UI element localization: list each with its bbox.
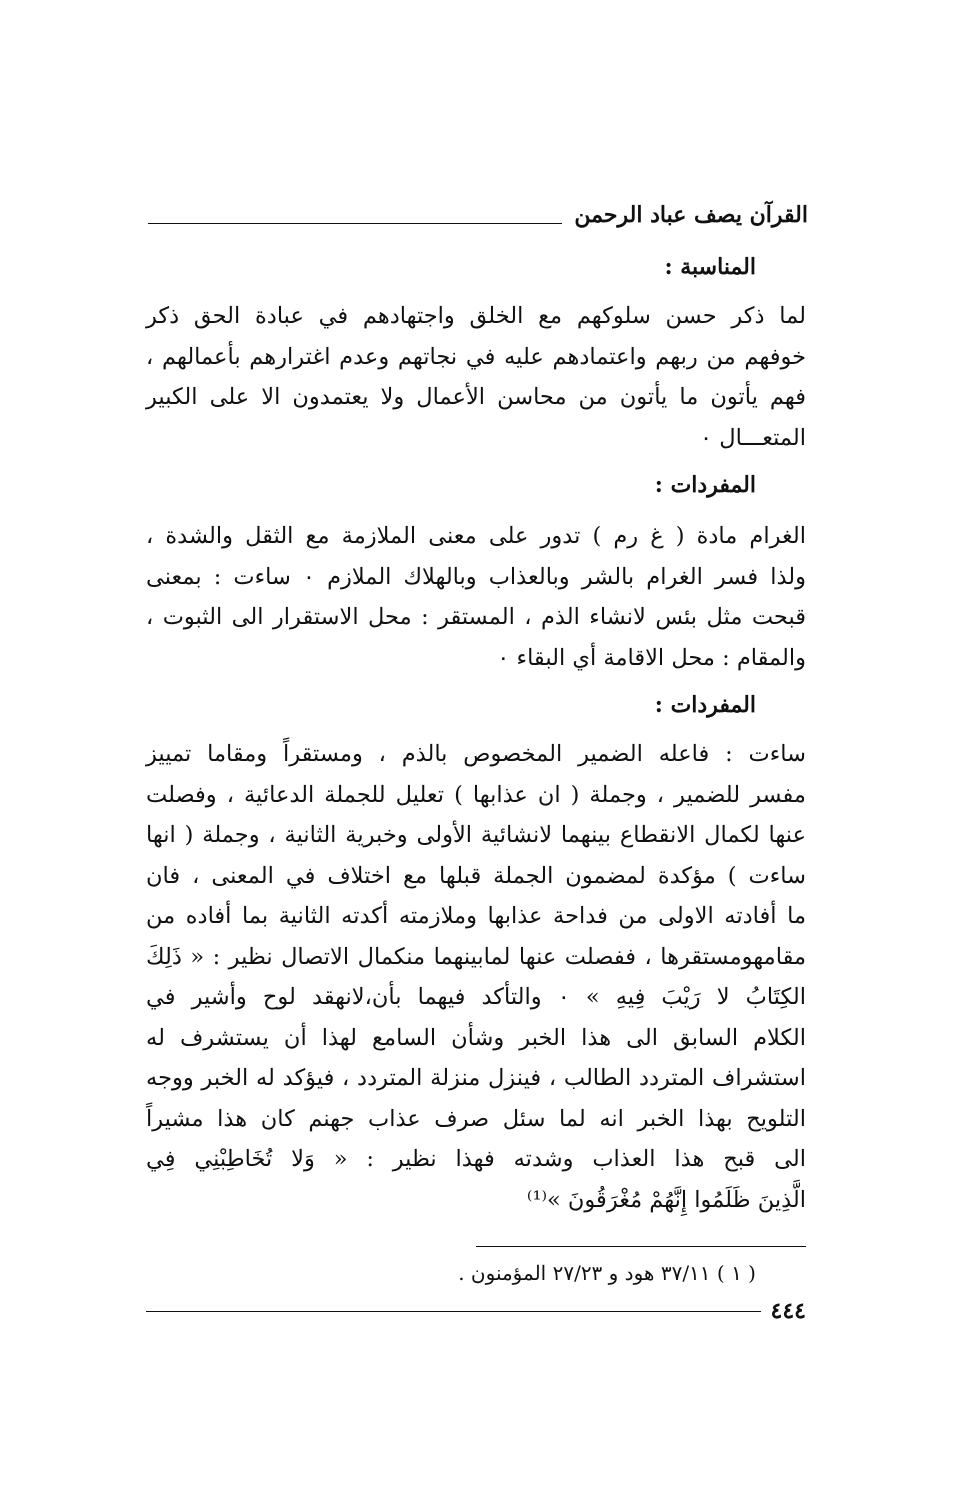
text-line: ساءت ) مؤكدة لمضمون الجملة قبلها مع اختلاف في المعنى ، فان — [146, 862, 806, 889]
text-line: لما ذكر حسن سلوكهم مع الخلق واجتهادهم في عبادة الحق ذكر — [146, 303, 806, 329]
page-footer — [146, 1296, 806, 1326]
header-rule — [148, 223, 562, 224]
paragraph-irab — [146, 734, 806, 1220]
running-header — [148, 196, 808, 230]
footnote-separator — [476, 1246, 806, 1247]
footer-rule — [146, 1311, 761, 1312]
text-line: خوفهم من ربهم واعتمادهم عليه في نجاتهم وعدم اغترارهم بأعمالهم ، — [146, 343, 806, 370]
text-line: الكلام السابق الى هذا الخبر وشأن السامع لهذا أن يستشرف له — [146, 1024, 806, 1051]
text-line: المتعـــال ٠ — [700, 424, 806, 451]
text-line: الغرام مادة ( غ رم ) تدور على معنى الملازمة مع الثقل والشدة ، — [146, 523, 806, 549]
book-title: القرآن يصف عباد الرحمن — [574, 202, 808, 228]
text-line: عنها لكمال الانقطاع بينهما لانشائية الأولى وخبرية الثانية ، وجملة ( انها — [146, 822, 806, 848]
paragraph-mufradat — [146, 516, 806, 678]
text-line: ساءت : فاعله الضمير المخصوص بالذم ، ومستقراً ومقاما تمييز — [146, 741, 806, 767]
text-line: الكِتَابُ لا رَيْبَ فِيهِ » ٠ والتأكد فيهما بأن،لانهقد لوح وأشير في — [146, 984, 807, 1010]
paragraph-munasaba — [146, 296, 806, 458]
section-heading-munasaba: المناسبة : — [664, 254, 756, 280]
section-heading-mufradat-2: المفردات : — [654, 692, 756, 718]
text-line: الَّذِينَ ظَلَمُوا إِنَّهُمْ مُغْرَقُونَ »⁽¹⁾ — [526, 1186, 806, 1213]
text-line: التلويح بهذا الخبر انه لما سئل صرف عذاب جهنم كان هذا مشيراً — [146, 1105, 806, 1132]
text-line: قبحت مثل بئس لانشاء الذم ، المستقر : محل الاستقرار الى الثبوت ، — [146, 604, 806, 630]
text-line: فهم يأتون ما يأتون من محاسن الأعمال ولا يعتمدون الا على الكبير — [146, 384, 807, 410]
text-line: الى قبح هذا العذاب وشدته فهذا نظير : « وَلا تُخَاطِبْنِي فِي — [146, 1146, 806, 1172]
page-number: ٤٤٤ — [770, 1298, 806, 1324]
text-line: استشراف المتردد الطالب ، فينزل منزلة المتردد ، فيؤكد له الخبر ووجه — [146, 1065, 806, 1091]
text-line: والمقام : محل الاقامة أي البقاء ٠ — [497, 644, 806, 671]
text-line: مفسر للضمير ، وجملة ( ان عذابها ) تعليل للجملة الدعائية ، وفصلت — [146, 781, 806, 808]
text-line: مقامهومستقرها ، ففصلت عنها لمابينهما منكمال الاتصال نظير : « ذَلِكَ — [146, 943, 806, 970]
section-heading-mufradat: المفردات : — [654, 472, 756, 498]
footnote: ( ١ ) ٣٧/١١ هود و ٢٧/٢٣ المؤمنون . — [458, 1261, 756, 1285]
text-line: ما أفادته الاولى من فداحة عذابها وملازمته أكدته الثانية بما أفاده من — [146, 903, 806, 929]
text-line: ولذا فسر الغرام بالشر وبالعذاب وبالهلاك الملازم ٠ ساءت : بمعنى — [146, 563, 806, 590]
